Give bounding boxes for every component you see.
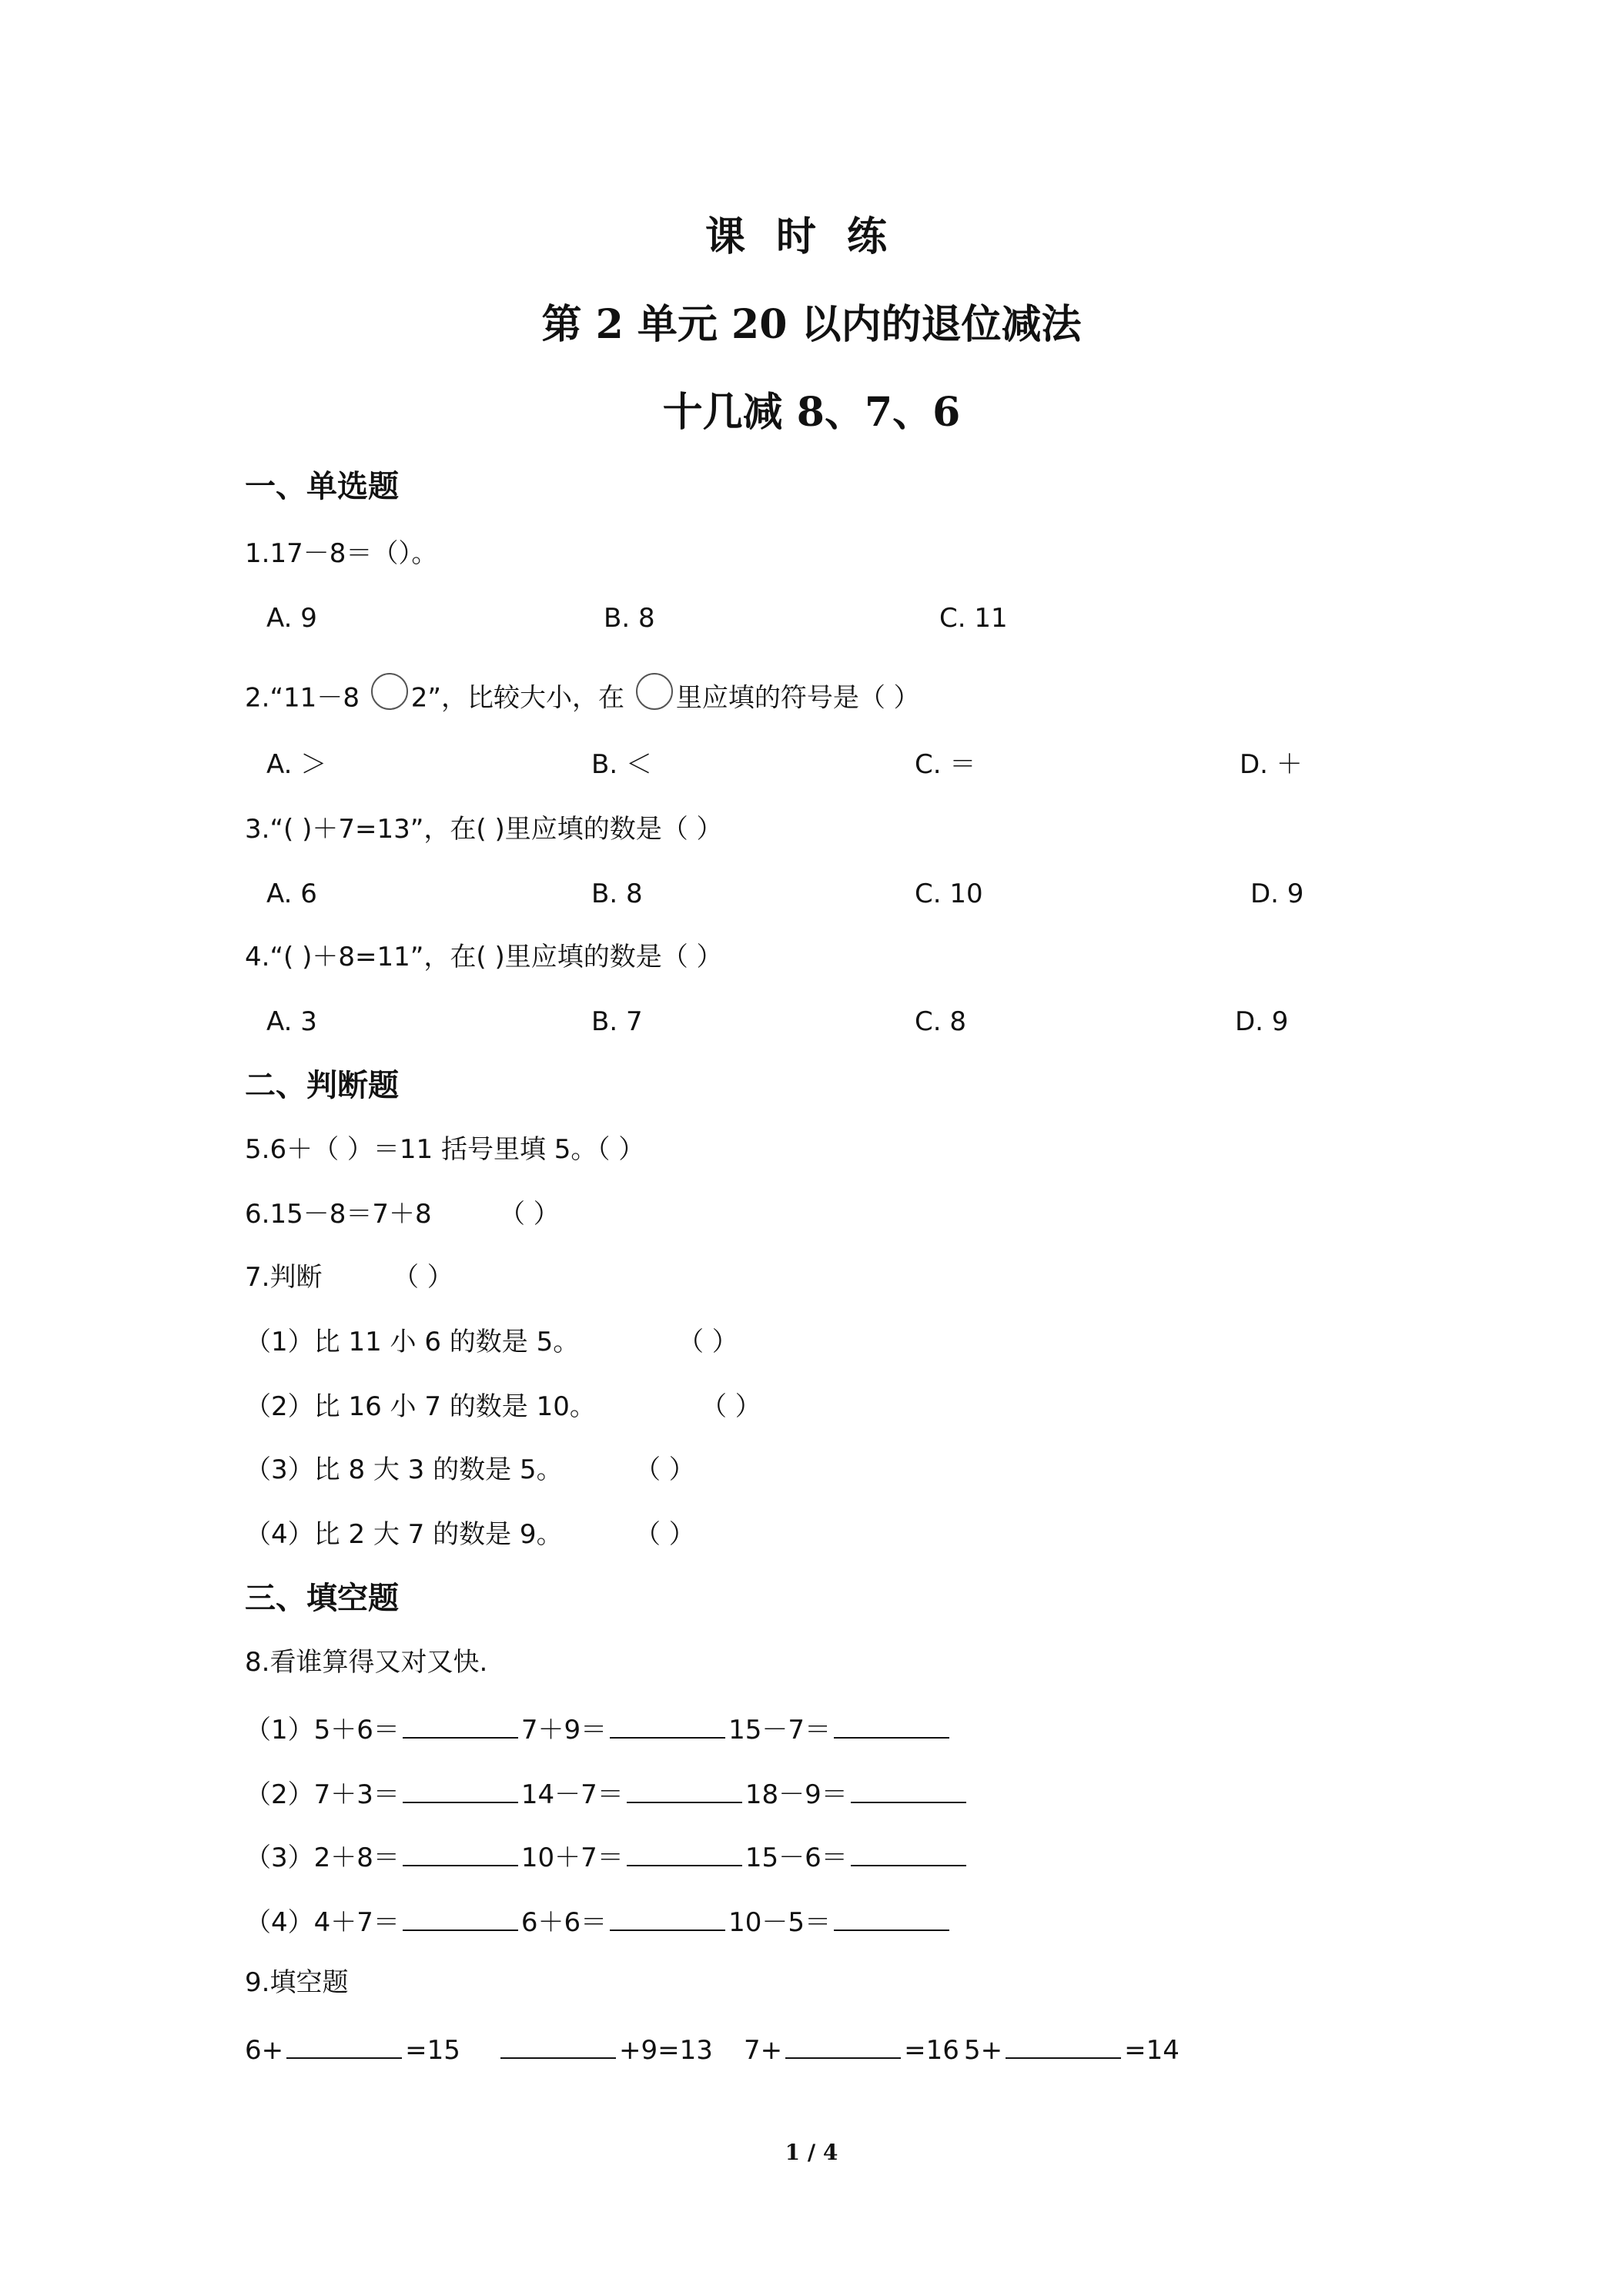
answer-blank[interactable]	[851, 1842, 966, 1866]
q9-item-2-suffix: +9=13	[619, 2035, 713, 2066]
question-2	[245, 681, 920, 718]
q7-sub-1-paren[interactable]: （ ）	[678, 1327, 738, 1357]
compare-circle-icon	[371, 673, 408, 710]
answer-blank[interactable]	[403, 1906, 518, 1931]
q9-item-1-suffix: =15	[405, 2035, 460, 2066]
expr-a: 5＋6＝	[313, 1715, 400, 1745]
section-heading-single-choice: 一、单选题	[245, 468, 399, 504]
section-heading-fill-in: 三、填空题	[245, 1580, 399, 1616]
q4-option-d[interactable]: D. 9	[1235, 1006, 1289, 1037]
question-7: 7.判断	[245, 1262, 323, 1293]
q3-option-d[interactable]: D. 9	[1250, 879, 1304, 909]
lesson-title: 十几减 8、7、6	[662, 389, 961, 436]
question-8: 8.看谁算得又对又快.	[245, 1647, 488, 1678]
answer-blank[interactable]	[403, 1714, 518, 1739]
answer-blank[interactable]	[834, 1906, 949, 1931]
q2-option-d[interactable]: D. ＋	[1240, 749, 1303, 780]
expr-c: 18－9＝	[745, 1779, 848, 1810]
answer-blank[interactable]	[403, 1779, 518, 1803]
expr-b: 6＋6＝	[520, 1907, 607, 1938]
row-label: （4）	[245, 1907, 314, 1938]
q3-option-c[interactable]: C. 10	[915, 879, 983, 909]
expr-b: 14－7＝	[520, 1779, 624, 1810]
q8-row-1	[245, 1714, 952, 1743]
answer-blank[interactable]	[627, 1842, 742, 1866]
q9-item-3-suffix: =16	[904, 2035, 959, 2066]
q2-text-part3: 里应填的符号是（ ）	[675, 682, 920, 714]
question-9: 9.填空题	[245, 1967, 349, 1998]
q7-sub-3-paren[interactable]: （ ）	[634, 1454, 695, 1485]
q1-option-b[interactable]: B. 8	[604, 603, 655, 634]
q1-option-c[interactable]: C. 11	[939, 603, 1008, 634]
page-number: 1 / 4	[785, 2140, 838, 2165]
q9-item-1	[245, 2034, 460, 2066]
answer-blank[interactable]	[785, 2034, 901, 2059]
q4-option-b[interactable]: B. 7	[591, 1006, 643, 1037]
row-label: （1）	[245, 1715, 314, 1745]
q7-sub-1: （1）比 11 小 6 的数是 5。	[245, 1327, 580, 1357]
answer-blank[interactable]	[851, 1779, 966, 1803]
q9-item-3	[744, 2034, 959, 2066]
q7-answer-paren[interactable]: （ ）	[393, 1262, 453, 1293]
question-4: 4.“( )＋8=11”，在( )里应填的数是（ ）	[245, 942, 723, 972]
unit-title: 第 2 单元 20 以内的退位减法	[541, 301, 1082, 348]
expr-b: 7＋9＝	[520, 1715, 607, 1745]
expr-b: 10＋7＝	[520, 1842, 624, 1873]
answer-blank[interactable]	[834, 1714, 949, 1739]
question-6: 6.15－8＝7＋8	[245, 1199, 432, 1230]
answer-blank[interactable]	[403, 1842, 518, 1866]
q8-row-2	[245, 1779, 969, 1808]
q2-text-part1: 2.“11－8	[245, 682, 368, 714]
question-5: 5.6＋（ ）＝11 括号里填 5。（ ）	[245, 1134, 645, 1165]
q9-item-2	[497, 2034, 713, 2066]
q8-row-4	[245, 1906, 952, 1936]
q4-option-c[interactable]: C. 8	[915, 1006, 966, 1037]
q7-sub-4-paren[interactable]: （ ）	[634, 1519, 695, 1550]
q7-sub-2: （2）比 16 小 7 的数是 10。	[245, 1391, 596, 1422]
answer-blank[interactable]	[610, 1906, 725, 1931]
q9-item-1-prefix: 6+	[245, 2035, 284, 2066]
answer-blank[interactable]	[286, 2034, 402, 2059]
q3-option-a[interactable]: A. 6	[266, 879, 317, 909]
q9-item-4	[964, 2034, 1180, 2066]
expr-a: 7＋3＝	[313, 1779, 400, 1810]
q7-sub-2-paren[interactable]: （ ）	[701, 1391, 761, 1422]
q2-text-part2: 2”，比较大小，在	[410, 682, 633, 714]
q1-option-a[interactable]: A. 9	[266, 603, 317, 634]
answer-blank[interactable]	[610, 1714, 725, 1739]
q2-option-b[interactable]: B. ＜	[591, 749, 652, 780]
q8-row-3	[245, 1842, 969, 1871]
q6-answer-paren[interactable]: （ ）	[499, 1199, 560, 1230]
compare-circle-icon	[636, 673, 673, 710]
q9-item-4-prefix: 5+	[964, 2035, 1003, 2066]
expr-c: 15－6＝	[745, 1842, 848, 1873]
expr-c: 10－5＝	[728, 1907, 832, 1938]
q2-option-c[interactable]: C. ＝	[915, 749, 976, 780]
expr-a: 4＋7＝	[313, 1907, 400, 1938]
q2-option-a[interactable]: A. ＞	[266, 749, 327, 780]
q4-option-a[interactable]: A. 3	[266, 1006, 317, 1037]
q7-sub-4: （4）比 2 大 7 的数是 9。	[245, 1519, 563, 1550]
answer-blank[interactable]	[500, 2034, 616, 2059]
q9-item-3-prefix: 7+	[744, 2035, 783, 2066]
row-label: （2）	[245, 1779, 314, 1810]
expr-c: 15－7＝	[728, 1715, 832, 1745]
expr-a: 2＋8＝	[313, 1842, 400, 1873]
q7-sub-3: （3）比 8 大 3 的数是 5。	[245, 1454, 563, 1485]
q9-item-4-suffix: =14	[1124, 2035, 1180, 2066]
section-heading-true-false: 二、判断题	[245, 1067, 399, 1103]
answer-blank[interactable]	[1006, 2034, 1121, 2059]
row-label: （3）	[245, 1842, 314, 1873]
answer-blank[interactable]	[627, 1779, 742, 1803]
worksheet-title: 课时练	[704, 213, 918, 260]
question-1: 1.17－8＝（）。	[245, 538, 438, 569]
q3-option-b[interactable]: B. 8	[591, 879, 643, 909]
question-3: 3.“( )＋7=13”，在( )里应填的数是（ ）	[245, 814, 723, 845]
